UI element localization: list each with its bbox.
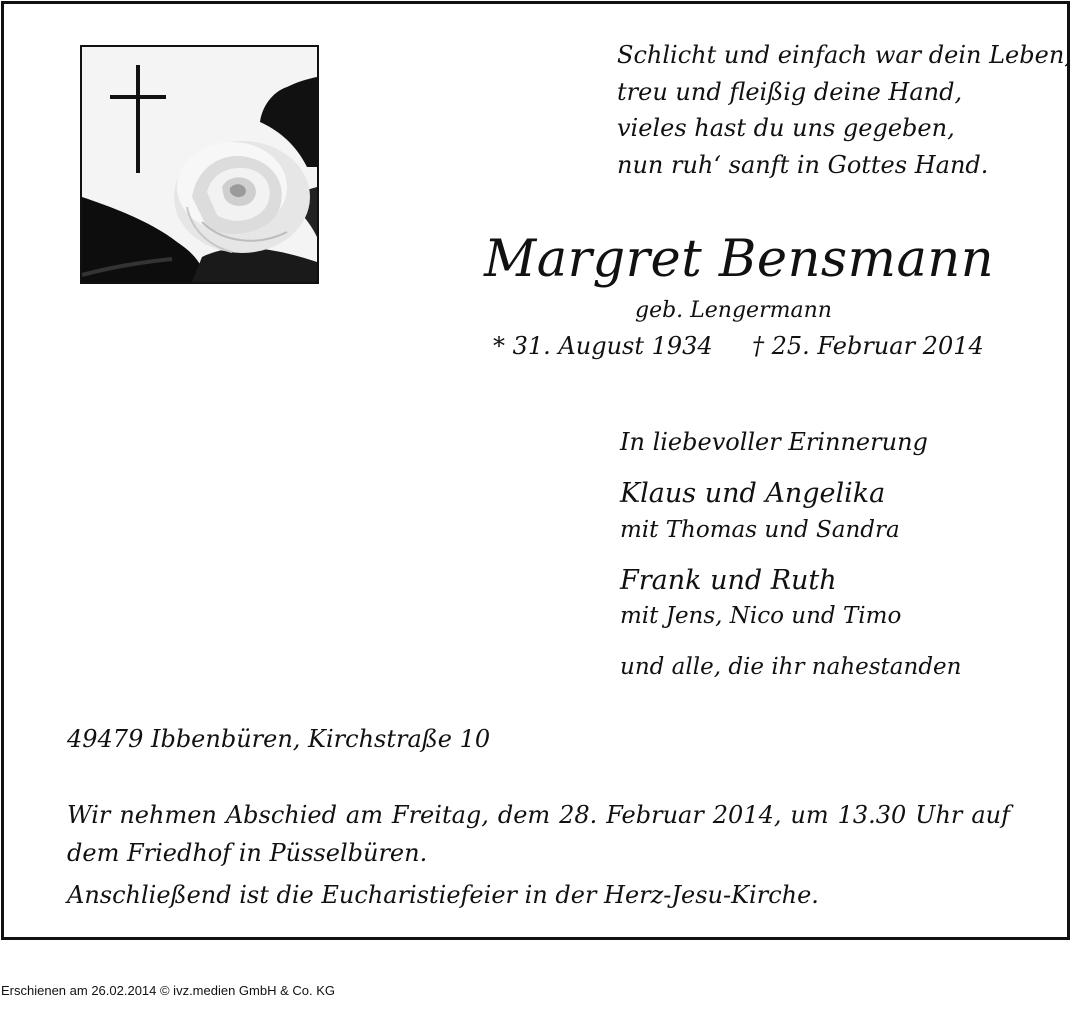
memory-intro: In liebevoller Erinnerung <box>620 428 928 456</box>
maiden-name: geb. Lengermann <box>635 298 832 323</box>
poem <box>617 37 1072 183</box>
death-date: † 25. Februar 2014 <box>752 332 984 360</box>
birth-date: * 31. August 1934 <box>493 332 713 360</box>
publication-footer: Erschienen am 26.02.2014 © ivz.medien GmbH & Co. KG <box>1 983 336 998</box>
poem-line: Schlicht und einfach war dein Leben, <box>617 41 1072 69</box>
poem-line: treu und fleißig deine Hand, <box>617 77 963 106</box>
family-name: Klaus und Angelika <box>620 478 886 509</box>
farewell-text: Wir nehmen Abschied am Freitag, dem 28. Februar 2014, um 13.30 Uhr auf dem Friedhof in Püsselbüren. <box>67 801 1010 867</box>
poem-line: vieles hast du uns gegeben, <box>617 114 955 142</box>
address: 49479 Ibbenbüren, Kirchstraße 10 <box>67 725 491 753</box>
others-line: und alle, die ihr nahestanden <box>620 654 962 680</box>
afterward-text: Anschließend ist die Eucharistiefeier in der Herz-Jesu-Kirche. <box>67 881 819 909</box>
rose-cross-image <box>80 45 319 284</box>
deceased-name: Margret Bensmann <box>484 230 995 289</box>
poem-line: nun ruh‘ sanft in Gottes Hand. <box>617 150 989 179</box>
family-children: mit Jens, Nico und Timo <box>620 603 902 629</box>
family-name: Frank und Ruth <box>620 565 837 596</box>
family-children: mit Thomas und Sandra <box>620 517 900 543</box>
